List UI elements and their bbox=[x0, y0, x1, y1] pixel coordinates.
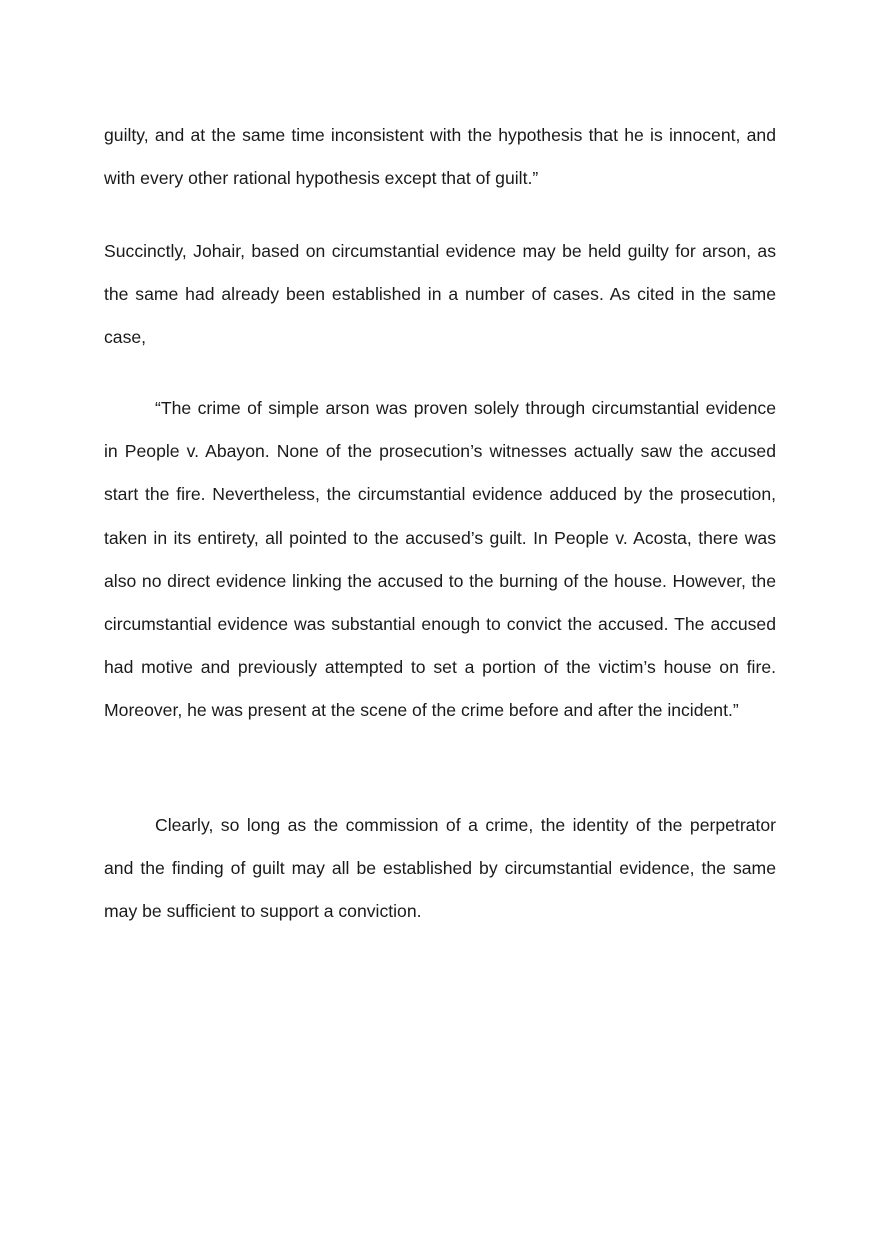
paragraph-block-quote: “The crime of simple arson was proven solely through circumstantial evidence in People v. Abayon. None of the prosecution’s witnesses actually saw the accused start the fire. Nevertheless, the circumstantial evidence adduced by the prosecution, taken in its entirety, all pointed to the accused’s guilt. In People v. Acosta, there was also no direct evidence linking the accused to the burning of the house. However, the circumstantial evidence was substantial enough to convict the accused. The accused had motive and previously attempted to set a portion of the victim’s house on fire. Moreover, he was present at the scene of the crime before and after the incident.” bbox=[104, 398, 776, 721]
paragraph-conclusion: Clearly, so long as the commission of a crime, the identity of the perpetrator and the finding of guilt may all be established by circumstantial evidence, the same may be sufficient to support a conviction. bbox=[104, 815, 776, 922]
paragraph-quote-ending: guilty, and at the same time inconsistent with the hypothesis that he is innocent, and with every other rational hypothesis except that of guilt.” bbox=[104, 125, 776, 189]
paragraph-succinctly: Succinctly, Johair, based on circumstantial evidence may be held guilty for arson, as the same had already been established in a number of cases. As cited in the same case, bbox=[104, 241, 776, 348]
